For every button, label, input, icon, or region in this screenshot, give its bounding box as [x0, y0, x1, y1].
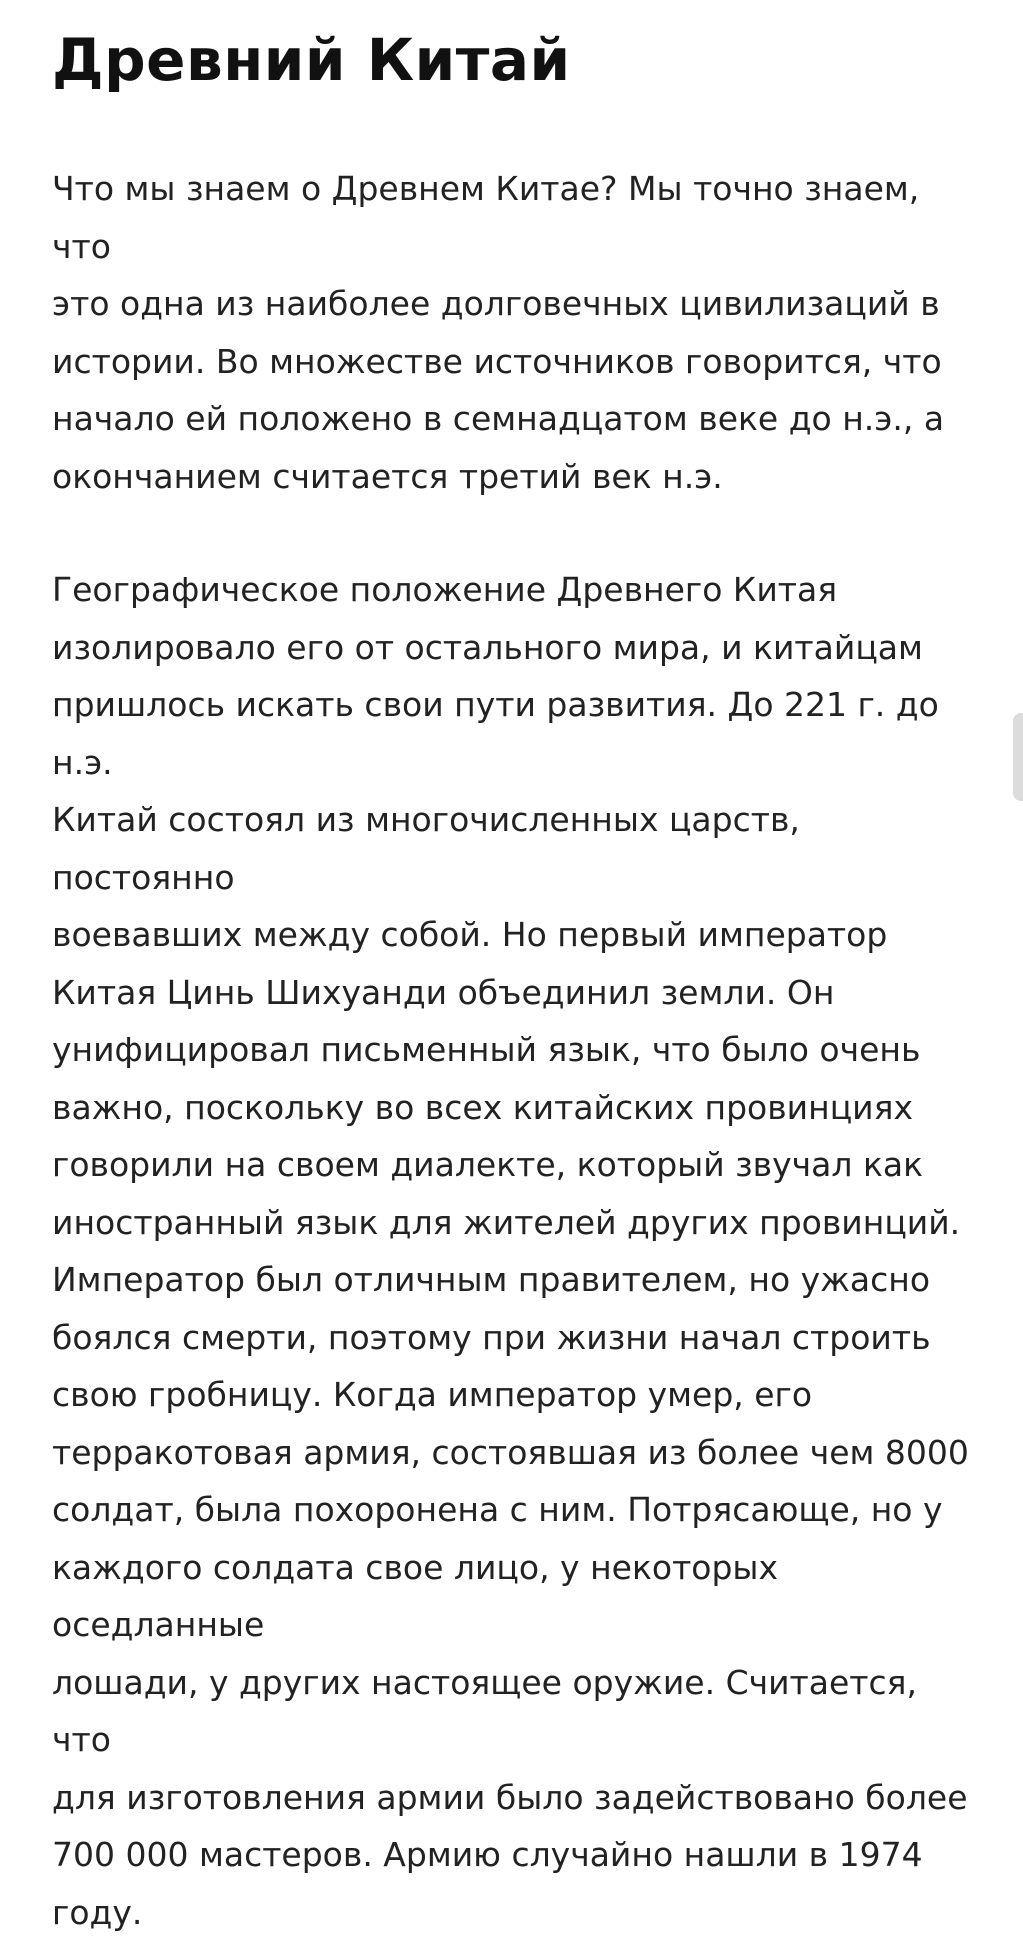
article-title: Древний Китай: [52, 26, 571, 94]
article-paragraph-geography: Географическое положение Древнего Китая изолировало его от остального мира, и китайцам пришлось искать свои пути развития. До 221 г. до н.э. Китай состоял из многочисленных царств, постоянно воевавших между собой. Но первый император Китая Цинь Шихуанди объединил земли. Он унифицировал письменный язык, что было очень важно, поскольку во всех китайских провинциях говорили на своем диалекте, который звучал как иностранный язык для жителей других провинций. Император был отличным правителем, но ужасно боялся смерти, поэтому при жизни начал строить свою гробницу. Когда император умер, его терракотовая армия, состоявшая из более чем 8000 солдат, была похоронена с ним. Потрясающе, но у каждого солдата свое лицо, у некоторых оседланные лошади, у других настоящее оружие. Считается, что для изготовления армии было задействовано более 700 000 мастеров. Армию случайно нашли в 1974 году.: [52, 570, 969, 1932]
article-paragraph-intro: Что мы знаем о Древнем Китае? Мы точно знаем, что это одна из наиболее долговечных цивилизаций в истории. Во множестве источников говорится, что начало ей положено в семнадцатом веке до н.э., а окончанием считается третий век н.э.: [52, 169, 945, 496]
article: [52, 18, 972, 1941]
scrollbar-handle[interactable]: [1013, 713, 1023, 801]
